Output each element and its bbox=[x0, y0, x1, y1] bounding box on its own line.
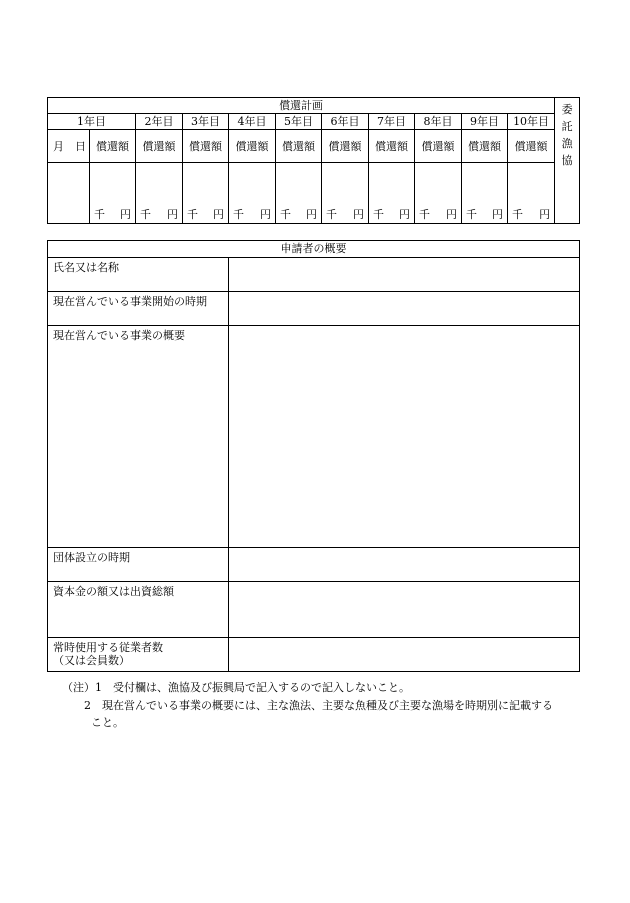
unit-yen: 円 bbox=[167, 208, 178, 221]
year-9-header: 9年目 bbox=[462, 114, 508, 130]
amount-input-y3[interactable] bbox=[183, 163, 229, 224]
amount-label-y5: 償還額 bbox=[276, 130, 322, 163]
unit-thousand: 千 bbox=[280, 208, 291, 221]
year-1-header: 1年目 bbox=[48, 114, 136, 130]
capital-field[interactable] bbox=[229, 582, 580, 638]
unit-thousand: 千 bbox=[94, 208, 105, 221]
note-1: （注）1 受付欄は、漁協及び振興局で記入するので記入しないこと。 bbox=[62, 681, 410, 694]
amount-label-y1: 償還額 bbox=[90, 130, 136, 163]
establishment-date-label: 団体設立の時期 bbox=[48, 548, 229, 582]
month-day-label: 月 日 bbox=[48, 130, 90, 163]
unit-thousand: 千 bbox=[419, 208, 430, 221]
unit-thousand: 千 bbox=[373, 208, 384, 221]
unit-yen: 円 bbox=[120, 208, 131, 221]
business-summary-field[interactable] bbox=[229, 326, 580, 548]
amount-label-y2: 償還額 bbox=[136, 130, 183, 163]
unit-yen: 円 bbox=[539, 208, 551, 221]
note-2-continuation: こと。 bbox=[91, 716, 124, 729]
unit-yen: 円 bbox=[446, 208, 457, 221]
repayment-plan-table bbox=[47, 97, 580, 224]
unit-thousand: 千 bbox=[326, 208, 337, 221]
employees-label-line1: 常時使用する従業者数 bbox=[53, 641, 163, 654]
year-6-header: 6年目 bbox=[322, 114, 369, 130]
amount-input-y1[interactable] bbox=[90, 163, 136, 224]
capital-label: 資本金の額又は出資総額 bbox=[48, 582, 229, 638]
unit-yen: 円 bbox=[399, 208, 410, 221]
establishment-date-field[interactable] bbox=[229, 548, 580, 582]
amount-input-y7[interactable] bbox=[369, 163, 415, 224]
year-3-header: 3年目 bbox=[183, 114, 229, 130]
amount-label-y9: 償還額 bbox=[462, 130, 508, 163]
unit-yen: 円 bbox=[353, 208, 364, 221]
business-summary-label: 現在営んでいる事業の概要 bbox=[48, 326, 229, 548]
year-2-header: 2年目 bbox=[136, 114, 183, 130]
repayment-plan-title: 償還計画 bbox=[48, 98, 555, 114]
unit-thousand: 千 bbox=[187, 208, 198, 221]
amount-label-y8: 償還額 bbox=[415, 130, 462, 163]
employees-label bbox=[48, 638, 229, 672]
business-start-field[interactable] bbox=[229, 292, 580, 326]
unit-yen: 円 bbox=[306, 208, 317, 221]
employees-field[interactable] bbox=[229, 638, 580, 672]
unit-thousand: 千 bbox=[140, 208, 151, 221]
unit-yen: 円 bbox=[213, 208, 224, 221]
employees-label-line2: （又は会員数） bbox=[53, 654, 130, 667]
amount-input-y10[interactable] bbox=[508, 163, 555, 224]
amount-input-y6[interactable] bbox=[322, 163, 369, 224]
year-5-header: 5年目 bbox=[276, 114, 322, 130]
unit-yen: 円 bbox=[492, 208, 503, 221]
amount-label-y3: 償還額 bbox=[183, 130, 229, 163]
amount-input-y5[interactable] bbox=[276, 163, 322, 224]
amount-input-y4[interactable] bbox=[229, 163, 276, 224]
year-8-header: 8年目 bbox=[415, 114, 462, 130]
consign-coop-label bbox=[555, 98, 580, 224]
month-day-input[interactable] bbox=[48, 163, 90, 224]
unit-thousand: 千 bbox=[512, 208, 523, 221]
amount-label-y7: 償還額 bbox=[369, 130, 415, 163]
amount-input-y9[interactable] bbox=[462, 163, 508, 224]
amount-input-y8[interactable] bbox=[415, 163, 462, 224]
unit-thousand: 千 bbox=[466, 208, 477, 221]
consign-coop-text: 委託漁協 bbox=[561, 103, 573, 167]
year-7-header: 7年目 bbox=[369, 114, 415, 130]
note-2: 2 現在営んでいる事業の概要には、主な漁法、主要な魚種及び主要な漁場を時期別に記載する bbox=[84, 699, 553, 712]
year-4-header: 4年目 bbox=[229, 114, 276, 130]
unit-yen: 円 bbox=[260, 208, 271, 221]
amount-label-y10: 償還額 bbox=[508, 130, 555, 163]
amount-label-y6: 償還額 bbox=[322, 130, 369, 163]
amount-label-y4: 償還額 bbox=[229, 130, 276, 163]
business-start-label: 現在営んでいる事業開始の時期 bbox=[48, 292, 229, 326]
unit-thousand: 千 bbox=[233, 208, 244, 221]
applicant-overview-title: 申請者の概要 bbox=[48, 241, 580, 258]
amount-input-y2[interactable] bbox=[136, 163, 183, 224]
applicant-overview-table bbox=[47, 240, 580, 672]
name-label: 氏名又は名称 bbox=[48, 258, 229, 292]
name-field[interactable] bbox=[229, 258, 580, 292]
year-10-header: 10年目 bbox=[508, 114, 555, 130]
